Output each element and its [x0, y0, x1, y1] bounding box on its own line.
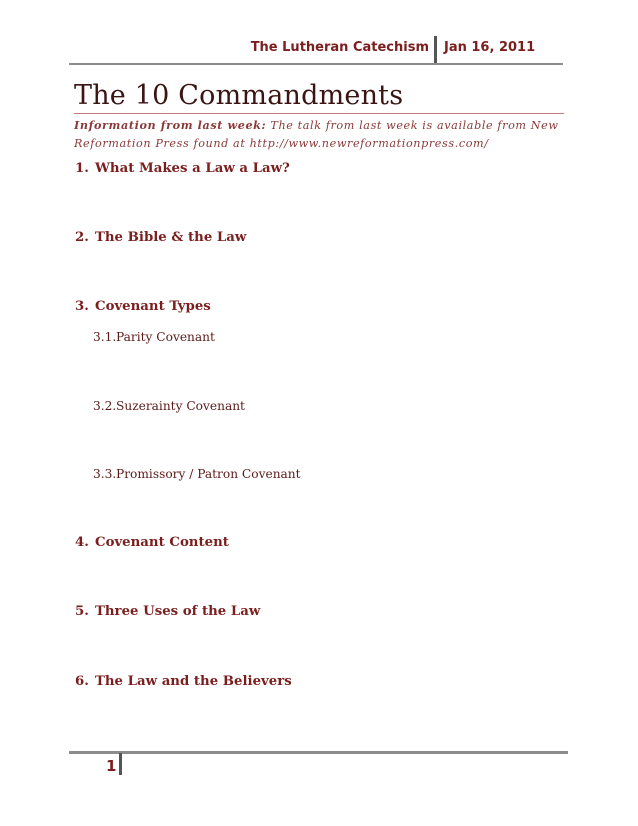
outline-subitem	[93, 399, 245, 413]
outline-number: 3.	[75, 299, 89, 314]
page-title: The 10 Commandments	[74, 80, 404, 111]
outline-item	[75, 535, 229, 550]
outline-item	[75, 230, 246, 245]
header-rule	[69, 63, 563, 65]
outline-label: Three Uses of the Law	[95, 604, 261, 619]
outline-subitem	[93, 467, 301, 481]
outline-label: The Law and the Believers	[95, 674, 292, 689]
outline-number: 2.	[75, 230, 89, 245]
outline-item	[75, 161, 290, 176]
header-title: The Lutheran Catechism	[250, 40, 429, 55]
outline-label: Covenant Types	[95, 299, 211, 314]
footer-rule	[69, 751, 568, 754]
subitem-label: Promissory / Patron Covenant	[116, 467, 301, 481]
info-note-label: Information from last week:	[74, 118, 267, 132]
outline-number: 1.	[75, 161, 89, 176]
page-header	[0, 38, 638, 62]
outline-number: 4.	[75, 535, 89, 550]
outline-item	[75, 299, 211, 314]
subitem-label: Parity Covenant	[116, 330, 215, 344]
info-note	[74, 116, 564, 153]
subitem-number: 3.2.	[93, 399, 117, 413]
footer-separator	[119, 753, 122, 775]
outline-number: 6.	[75, 674, 89, 689]
outline-label: What Makes a Law a Law?	[95, 161, 290, 176]
subitem-number: 3.1.	[93, 330, 117, 344]
header-separator	[434, 36, 437, 64]
page-number: 1	[106, 757, 117, 775]
header-date: Jan 16, 2011	[444, 40, 536, 55]
outline-label: The Bible & the Law	[95, 230, 247, 245]
title-underline	[74, 113, 564, 114]
outline-number: 5.	[75, 604, 89, 619]
subitem-label: Suzerainty Covenant	[116, 399, 245, 413]
outline-item	[75, 674, 292, 689]
subitem-number: 3.3.	[93, 467, 117, 481]
outline-subitem	[93, 330, 215, 344]
outline-item	[75, 604, 260, 619]
outline-label: Covenant Content	[95, 535, 229, 550]
info-note-text: The talk from last week is available from New Reformation Press found at http://www.newreformationpress.com/	[74, 119, 559, 150]
